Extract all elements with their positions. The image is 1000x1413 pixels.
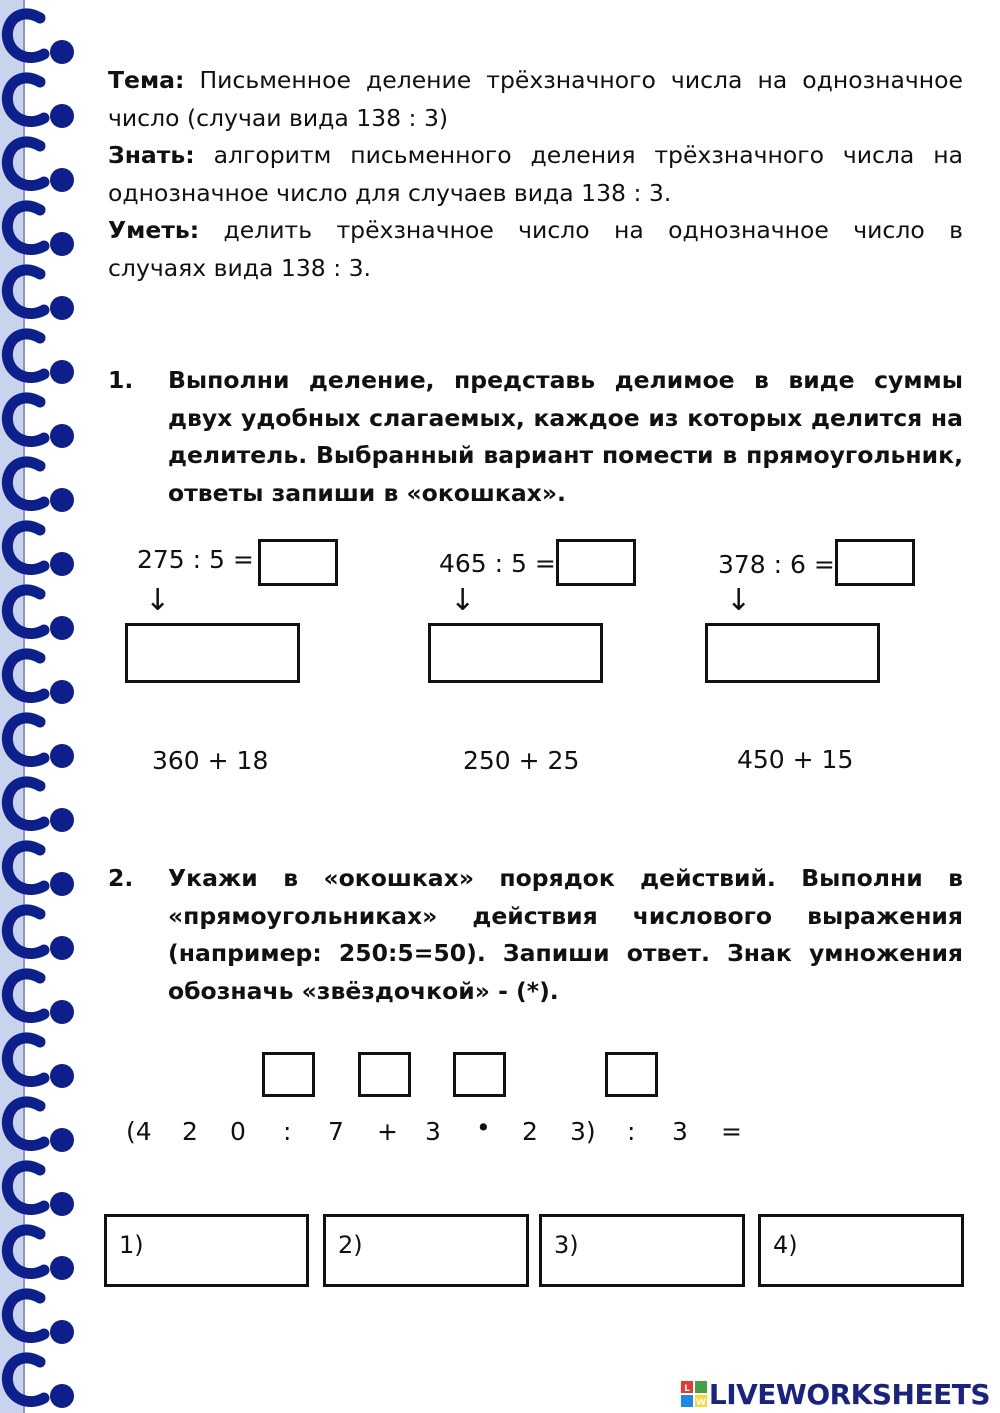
step-label: 4)	[773, 1231, 798, 1259]
task2-instructions	[108, 860, 963, 1010]
logo-text: LIVEWORKSHEETS	[708, 1377, 990, 1411]
task2-line: обозначь «звёздочкой» - (*).	[168, 976, 559, 1005]
topic-paragraph	[108, 62, 963, 137]
step-label: 2)	[338, 1231, 363, 1259]
logo-icon-letter-l: L	[684, 1384, 690, 1394]
know-text-2: однозначное число для случаев вида 138 : 3.	[108, 178, 672, 207]
spiral-binding	[0, 0, 100, 1413]
know-label: Знать:	[108, 141, 195, 169]
binding-hole	[50, 1064, 74, 1088]
expr-token: +	[377, 1117, 398, 1146]
sum-rectangle-1[interactable]	[125, 623, 300, 683]
binding-hole	[50, 488, 74, 512]
binding-hole	[50, 616, 74, 640]
binding-hole	[50, 424, 74, 448]
binding-hole	[50, 1320, 74, 1344]
step-label: 3)	[554, 1231, 579, 1259]
order-window-2[interactable]	[358, 1052, 411, 1097]
binding-hole	[50, 552, 74, 576]
expr-token: 3	[425, 1117, 441, 1146]
task1-line: двух удобных слагаемых, каждое из которых делится на	[168, 403, 963, 432]
expr-token: 3	[672, 1117, 688, 1146]
answer-window-3[interactable]	[835, 539, 915, 586]
binding-hole	[50, 1384, 74, 1408]
expr-token: 2	[522, 1117, 538, 1146]
expr-token: (4	[126, 1117, 152, 1146]
task2-line: Укажи в «окошках» порядок действий. Выполни в	[168, 864, 963, 892]
binding-hole	[50, 40, 74, 64]
binding-hole	[50, 872, 74, 896]
step-label: 1)	[119, 1231, 144, 1259]
answer-window-2[interactable]	[556, 539, 636, 586]
task1-line: Выполни деление, представь делимое в виде суммы	[168, 366, 963, 394]
task2-number: 2.	[108, 864, 134, 892]
task1-line: ответы запиши в «окошках».	[168, 478, 566, 507]
binding-hole	[50, 1000, 74, 1024]
binding-hole	[50, 1128, 74, 1152]
binding-hole	[50, 296, 74, 320]
liveworksheets-icon	[681, 1381, 707, 1407]
binding-hole	[50, 104, 74, 128]
binding-hole	[50, 808, 74, 832]
binding-hole	[50, 360, 74, 384]
logo-icon-letter-w: W	[695, 1398, 706, 1407]
binding-hole	[50, 168, 74, 192]
expr-token: =	[721, 1117, 742, 1146]
binding-hole	[50, 1256, 74, 1280]
liveworksheets-logo	[681, 1379, 990, 1409]
task2-line: «прямоугольниках» действия числового выражения	[168, 901, 963, 930]
expr-token: •	[476, 1113, 491, 1142]
sum-rectangle-3[interactable]	[705, 623, 880, 683]
step-rectangle-2[interactable]	[323, 1214, 529, 1287]
division-expression-2: 465 : 5 =	[439, 549, 556, 578]
step-rectangle-4[interactable]	[758, 1214, 964, 1287]
task1-instructions	[108, 362, 963, 512]
know-text-1: алгоритм письменного деления трёхзначного числа на	[213, 141, 963, 169]
topic-text-2: число (случаи вида 138 : 3)	[108, 103, 449, 132]
step-rectangle-1[interactable]	[104, 1214, 309, 1287]
skill-label: Уметь:	[108, 216, 200, 244]
expr-token: 7	[328, 1117, 344, 1146]
sum-rectangle-2[interactable]	[428, 623, 603, 683]
expr-token: :	[627, 1117, 636, 1146]
order-window-3[interactable]	[453, 1052, 506, 1097]
task1-line: делитель. Выбранный вариант помести в прямоугольник,	[168, 441, 963, 469]
order-window-1[interactable]	[262, 1052, 315, 1097]
arrow-down-icon: ↓	[450, 583, 476, 618]
sum-option-1[interactable]: 360 + 18	[152, 746, 269, 775]
skill-text-2: случаях вида 138 : 3.	[108, 253, 372, 282]
expr-token: :	[283, 1117, 292, 1146]
know-paragraph	[108, 137, 963, 212]
expr-token: 2	[182, 1117, 198, 1146]
topic-text-1: Письменное деление трёхзначного числа на однозначное	[199, 66, 963, 94]
task2-line: (например: 250:5=50). Запиши ответ. Знак умножения	[168, 939, 963, 967]
division-expression-3: 378 : 6 =	[718, 550, 835, 579]
answer-window-1[interactable]	[258, 539, 338, 586]
sum-option-2[interactable]: 250 + 25	[463, 746, 580, 775]
binding-hole	[50, 680, 74, 704]
binding-hole	[50, 1192, 74, 1216]
arrow-down-icon: ↓	[145, 583, 171, 618]
expr-token: 0	[230, 1117, 246, 1146]
sum-option-3[interactable]: 450 + 15	[737, 745, 854, 774]
task1-number: 1.	[108, 366, 134, 394]
topic-label: Тема:	[108, 66, 185, 94]
division-expression-1: 275 : 5 =	[137, 545, 254, 574]
binding-hole	[50, 936, 74, 960]
skill-paragraph	[108, 212, 963, 287]
arrow-down-icon: ↓	[726, 583, 752, 618]
step-rectangle-3[interactable]	[539, 1214, 745, 1287]
expr-token: 3)	[570, 1117, 596, 1146]
binding-hole	[50, 232, 74, 256]
binding-hole	[50, 744, 74, 768]
skill-text-1: делить трёхзначное число на однозначное число в	[223, 216, 963, 244]
order-window-4[interactable]	[605, 1052, 658, 1097]
